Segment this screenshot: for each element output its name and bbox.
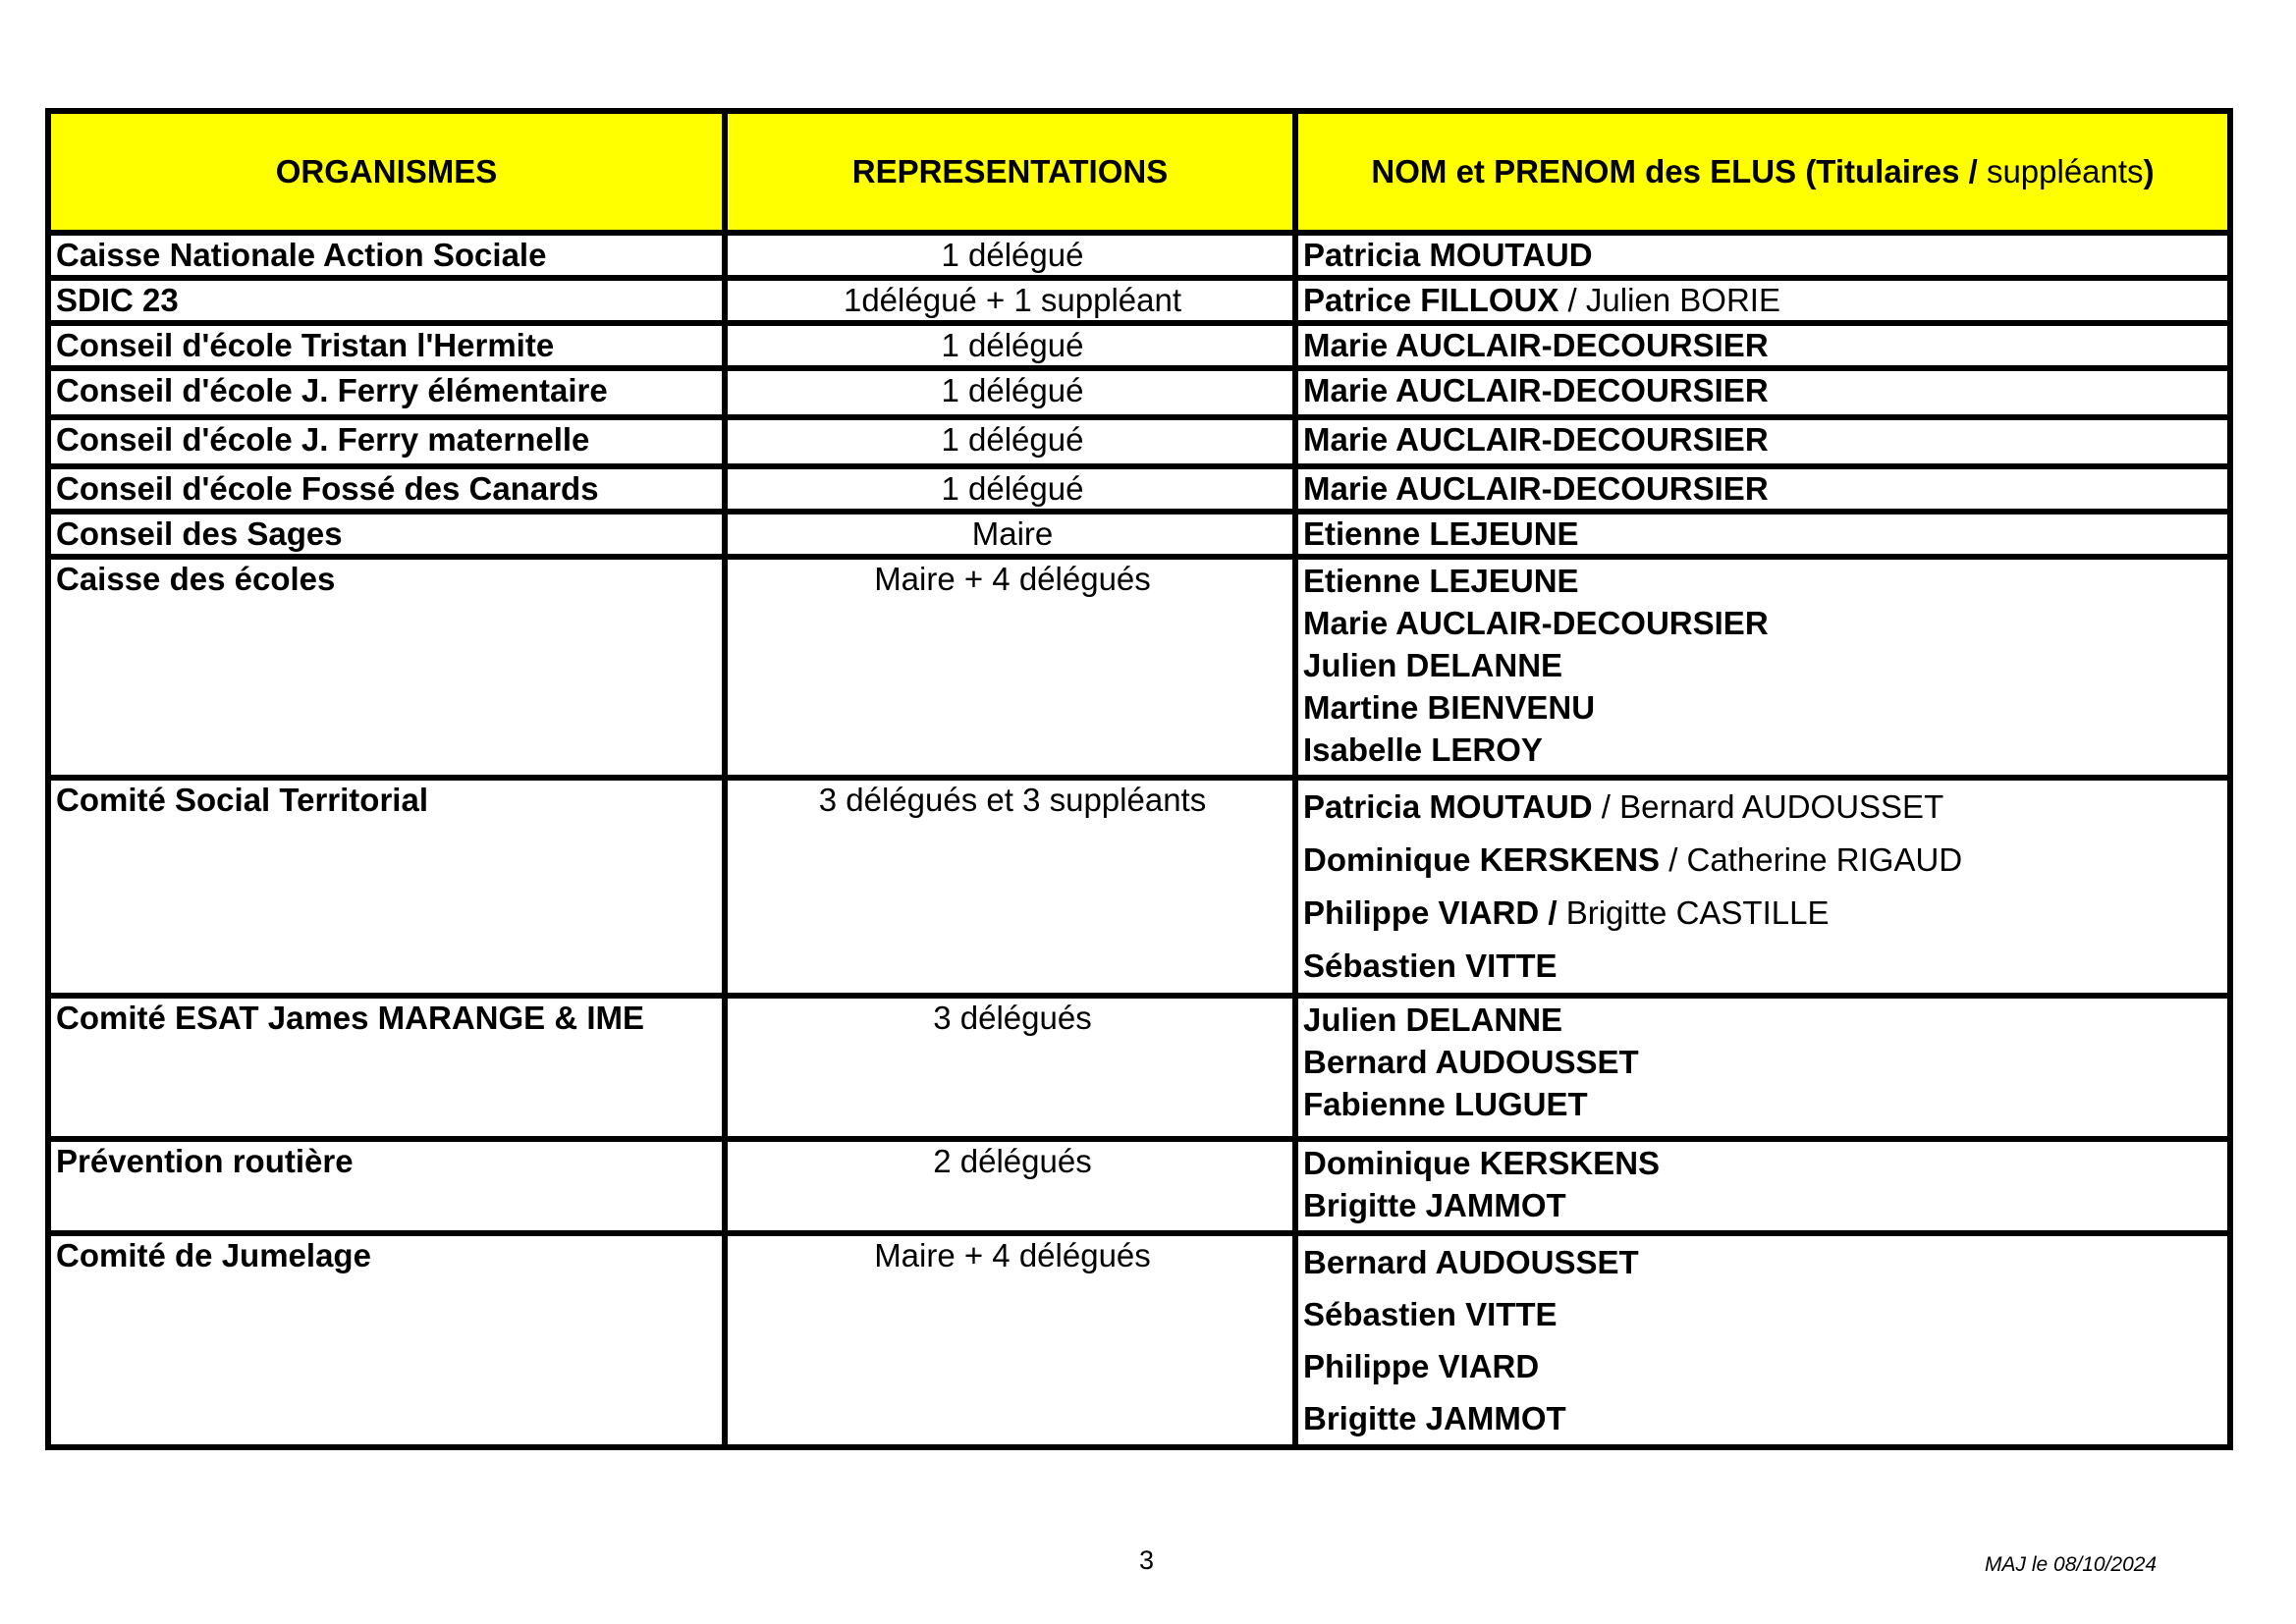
elu-suppleant: Brigitte CASTILLE bbox=[1557, 894, 1830, 931]
elu-line bbox=[1303, 781, 2227, 834]
elu-suppleant: / Catherine RIGAUD bbox=[1660, 841, 1963, 878]
elu-titulaire: Julien DELANNE bbox=[1303, 647, 1563, 683]
representation-cell: Maire + 4 délégués bbox=[725, 557, 1295, 778]
organisme-cell: Conseil d'école Tristan l'Hermite bbox=[48, 323, 725, 368]
elu-titulaire: Marie AUCLAIR-DECOURSIER bbox=[1303, 470, 1769, 507]
organisme-cell: Conseil d'école J. Ferry élémentaire bbox=[48, 368, 725, 417]
header-organismes: ORGANISMES bbox=[48, 111, 725, 233]
organisme-cell: SDIC 23 bbox=[48, 278, 725, 323]
table-row bbox=[48, 996, 2230, 1139]
elu-line bbox=[1303, 834, 2227, 887]
elu-line bbox=[1303, 1041, 2227, 1083]
organisme-cell: Prévention routière bbox=[48, 1139, 725, 1233]
table-row bbox=[48, 278, 2230, 323]
elu-line bbox=[1303, 644, 2227, 686]
elu-line bbox=[1303, 1083, 2227, 1125]
elu-line bbox=[1303, 887, 2227, 940]
elu-line bbox=[1303, 236, 2227, 275]
organisme-cell: Comité ESAT James MARANGE & IME bbox=[48, 996, 725, 1139]
elu-line bbox=[1303, 1340, 2227, 1392]
elu-titulaire: Philippe VIARD bbox=[1303, 1348, 1540, 1384]
organisme-cell: Comité Social Territorial bbox=[48, 778, 725, 996]
representation-cell: 1 délégué bbox=[725, 233, 1295, 278]
elus-cell bbox=[1295, 1233, 2230, 1447]
elus-cell bbox=[1295, 417, 2230, 466]
elu-line bbox=[1303, 560, 2227, 602]
elus-cell bbox=[1295, 368, 2230, 417]
representation-cell: 1 délégué bbox=[725, 323, 1295, 368]
elu-line bbox=[1303, 420, 2227, 460]
elu-line bbox=[1303, 686, 2227, 729]
elu-line bbox=[1303, 940, 2227, 993]
elu-titulaire: Marie AUCLAIR-DECOURSIER bbox=[1303, 421, 1769, 458]
header-noms-prefix: NOM et PRENOM des ELUS (Titulaires / bbox=[1371, 153, 1987, 189]
elu-titulaire: Marie AUCLAIR-DECOURSIER bbox=[1303, 605, 1769, 641]
representation-cell: Maire bbox=[725, 512, 1295, 557]
header-row bbox=[48, 111, 2230, 233]
elu-titulaire: Dominique KERSKENS bbox=[1303, 841, 1661, 878]
representation-cell: 2 délégués bbox=[725, 1139, 1295, 1233]
elu-titulaire: Sébastien VITTE bbox=[1303, 1296, 1558, 1332]
elus-cell bbox=[1295, 323, 2230, 368]
elus-cell bbox=[1295, 996, 2230, 1139]
elus-cell bbox=[1295, 557, 2230, 778]
elu-titulaire: Patricia MOUTAUD bbox=[1303, 237, 1593, 273]
elu-line bbox=[1303, 1142, 2227, 1184]
table-row bbox=[48, 368, 2230, 417]
elu-line bbox=[1303, 514, 2227, 554]
update-date: MAJ le 08/10/2024 bbox=[1985, 1553, 2158, 1576]
representation-cell: 1délégué + 1 suppléant bbox=[725, 278, 1295, 323]
elu-line bbox=[1303, 281, 2227, 320]
table-row bbox=[48, 233, 2230, 278]
representations-table bbox=[45, 108, 2233, 1450]
representation-cell: Maire + 4 délégués bbox=[725, 1233, 1295, 1447]
table-row bbox=[48, 1233, 2230, 1447]
elu-line bbox=[1303, 1184, 2227, 1226]
elu-line bbox=[1303, 602, 2227, 644]
header-noms bbox=[1295, 111, 2230, 233]
elus-cell bbox=[1295, 233, 2230, 278]
elu-titulaire: Philippe VIARD / bbox=[1303, 894, 1558, 931]
elu-titulaire: Marie AUCLAIR-DECOURSIER bbox=[1303, 372, 1769, 408]
table-row bbox=[48, 466, 2230, 512]
table-row bbox=[48, 778, 2230, 996]
elu-titulaire: Etienne LEJEUNE bbox=[1303, 515, 1579, 552]
elu-titulaire: Fabienne LUGUET bbox=[1303, 1086, 1588, 1122]
elu-titulaire: Julien DELANNE bbox=[1303, 1001, 1563, 1038]
elus-cell bbox=[1295, 512, 2230, 557]
header-representations: REPRESENTATIONS bbox=[725, 111, 1295, 233]
elu-line bbox=[1303, 729, 2227, 771]
elu-titulaire: Bernard AUDOUSSET bbox=[1303, 1044, 1639, 1080]
elus-cell bbox=[1295, 466, 2230, 512]
elu-titulaire: Patrice FILLOUX bbox=[1303, 282, 1559, 318]
elu-line bbox=[1303, 999, 2227, 1041]
elu-titulaire: Brigitte JAMMOT bbox=[1303, 1187, 1566, 1223]
organisme-cell: Conseil d'école Fossé des Canards bbox=[48, 466, 725, 512]
elu-titulaire: Dominique KERSKENS bbox=[1303, 1145, 1661, 1181]
representation-cell: 1 délégué bbox=[725, 368, 1295, 417]
elu-suppleant: / Bernard AUDOUSSET bbox=[1592, 788, 1944, 825]
elu-line bbox=[1303, 326, 2227, 365]
table-body bbox=[48, 233, 2230, 1447]
organisme-cell: Comité de Jumelage bbox=[48, 1233, 725, 1447]
elu-titulaire: Isabelle LEROY bbox=[1303, 731, 1543, 768]
elu-line bbox=[1303, 1392, 2227, 1444]
elu-titulaire: Marie AUCLAIR-DECOURSIER bbox=[1303, 327, 1769, 363]
elu-line bbox=[1303, 1288, 2227, 1340]
organisme-cell: Conseil d'école J. Ferry maternelle bbox=[48, 417, 725, 466]
elu-titulaire: Brigitte JAMMOT bbox=[1303, 1400, 1566, 1436]
elus-cell bbox=[1295, 278, 2230, 323]
header-noms-suffix: ) bbox=[2143, 153, 2155, 189]
representation-cell: 1 délégué bbox=[725, 417, 1295, 466]
elus-cell bbox=[1295, 1139, 2230, 1233]
table-row bbox=[48, 417, 2230, 466]
header-noms-sub: suppléants bbox=[1986, 153, 2144, 189]
representation-cell: 3 délégués bbox=[725, 996, 1295, 1139]
table-row bbox=[48, 557, 2230, 778]
table-row bbox=[48, 512, 2230, 557]
elu-line bbox=[1303, 371, 2227, 410]
organisme-cell: Caisse Nationale Action Sociale bbox=[48, 233, 725, 278]
elu-titulaire: Etienne LEJEUNE bbox=[1303, 563, 1579, 599]
elu-line bbox=[1303, 469, 2227, 509]
elu-line bbox=[1303, 1236, 2227, 1288]
elu-titulaire: Martine BIENVENU bbox=[1303, 689, 1596, 726]
elu-titulaire: Sébastien VITTE bbox=[1303, 947, 1558, 984]
elu-suppleant: / Julien BORIE bbox=[1558, 282, 1780, 318]
elu-titulaire: Bernard AUDOUSSET bbox=[1303, 1244, 1639, 1280]
organisme-cell: Caisse des écoles bbox=[48, 557, 725, 778]
representation-cell: 3 délégués et 3 suppléants bbox=[725, 778, 1295, 996]
representation-cell: 1 délégué bbox=[725, 466, 1295, 512]
table-row bbox=[48, 1139, 2230, 1233]
page-number: 3 bbox=[1139, 1545, 1155, 1575]
elu-titulaire: Patricia MOUTAUD bbox=[1303, 788, 1593, 825]
table-row bbox=[48, 323, 2230, 368]
organisme-cell: Conseil des Sages bbox=[48, 512, 725, 557]
elus-cell bbox=[1295, 778, 2230, 996]
